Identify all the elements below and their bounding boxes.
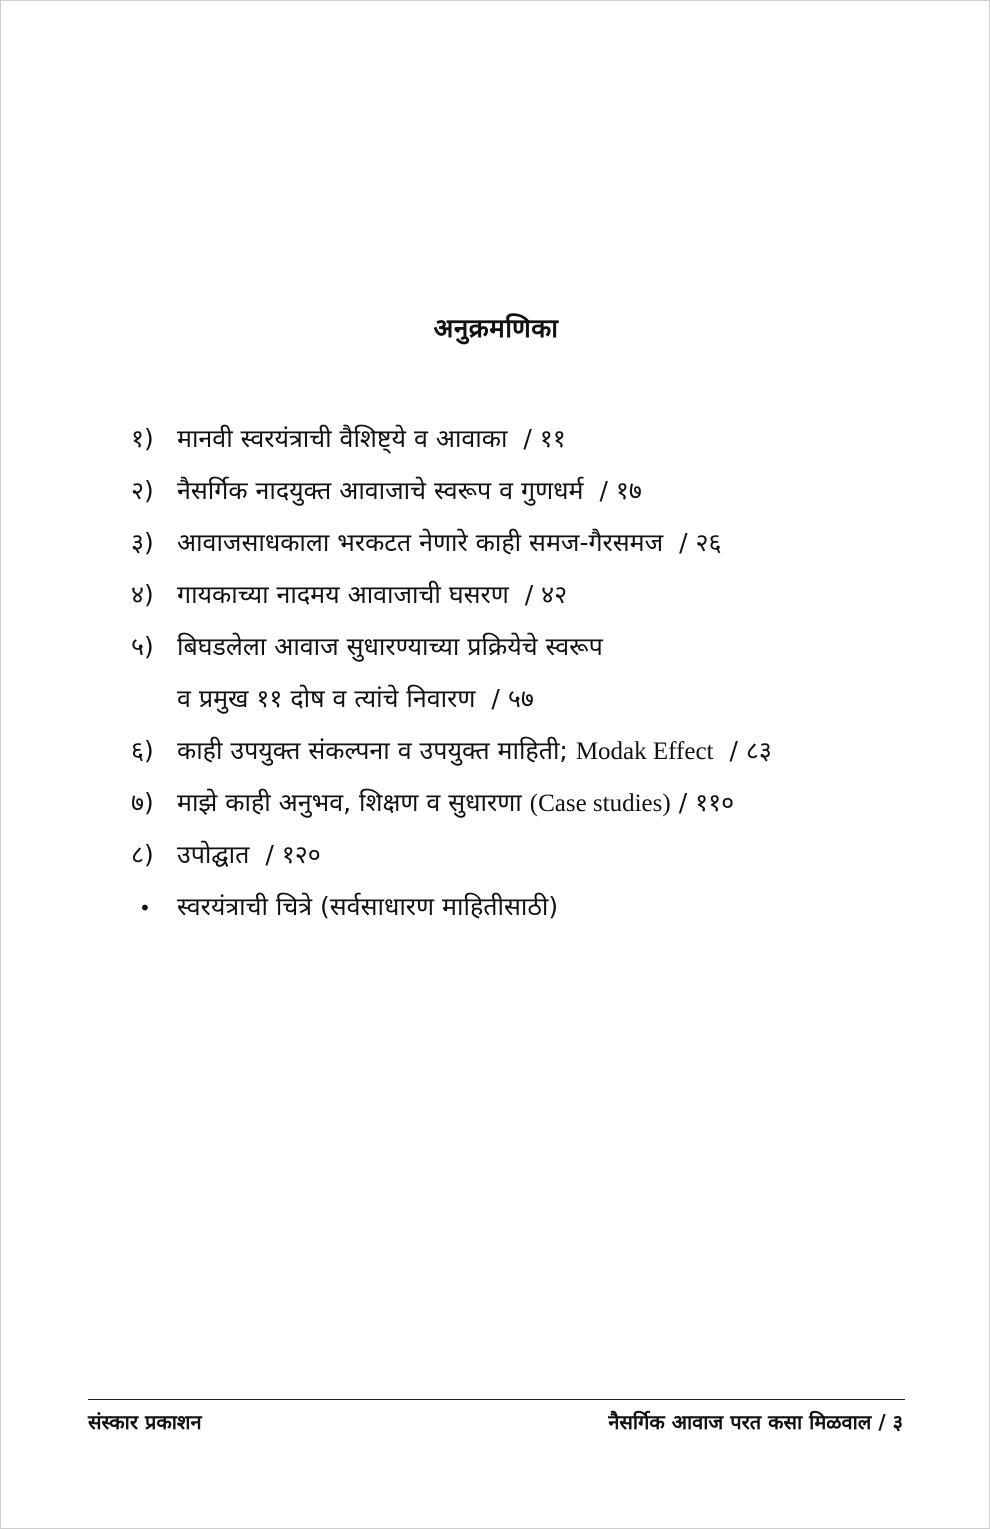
toc-item-number: १) xyxy=(131,424,154,453)
toc-item-page: ११० xyxy=(695,788,735,817)
toc-item-latin-text: (Case studies) xyxy=(529,790,671,817)
toc-item-title: काही उपयुक्त संकल्पना व उपयुक्त माहिती; xyxy=(177,736,568,765)
toc-item-number: ७) xyxy=(131,788,154,817)
toc-item-7: ७) माझे काही अनुभव, शिक्षण व सुधारणा (Case studies) / ११० xyxy=(131,777,911,829)
toc-item-title: बिघडलेला आवाज सुधारण्याच्या प्रक्रियेचे स्वरूप xyxy=(177,632,603,661)
toc-item-title: मानवी स्वरयंत्राची वैशिष्ट्ये व आवाका xyxy=(177,424,508,453)
bullet-icon: • xyxy=(139,896,151,920)
toc-bullet-title: स्वरयंत्राची चित्रे (सर्वसाधारण माहितीसाठी) xyxy=(177,892,559,921)
toc-item-4: ४) गायकाच्या नादमय आवाजाची घसरण / ४२ xyxy=(131,569,911,621)
toc-item-5-continuation: व प्रमुख ११ दोष व त्यांचे निवारण / ५७ xyxy=(177,684,534,713)
toc-item-3: ३) आवाजसाधकाला भरकटत नेणारे काही समज-गैरसमज / २६ xyxy=(131,517,911,569)
page-title: अनुक्रमणिका xyxy=(433,314,559,344)
toc-item-title: गायकाच्या नादमय आवाजाची घसरण xyxy=(177,580,509,609)
toc-item-title: नैसर्गिक नादयुक्त आवाजाचे स्वरूप व गुणधर्म xyxy=(177,476,584,505)
toc-item-page: ८३ xyxy=(745,736,772,765)
toc-item-page: २६ xyxy=(695,528,722,557)
toc-item-title-continued: व प्रमुख ११ दोष व त्यांचे निवारण xyxy=(177,684,476,713)
toc-item-page: ५७ xyxy=(507,684,534,713)
footer-book-title-page: नैसर्गिक आवाज परत कसा मिळवाल / ३ xyxy=(608,1410,903,1434)
toc-item-latin-text: Modak Effect xyxy=(575,738,714,765)
toc-item-number: ५) xyxy=(131,632,154,661)
toc-item-1: १) मानवी स्वरयंत्राची वैशिष्ट्ये व आवाका / ११ xyxy=(131,413,911,465)
table-of-contents xyxy=(131,413,911,933)
toc-item-number: २) xyxy=(131,476,154,505)
toc-item-number: ८) xyxy=(131,840,154,869)
toc-item-page: ११ xyxy=(539,424,566,453)
toc-item-page: १७ xyxy=(615,476,642,505)
toc-item-6: ६) काही उपयुक्त संकल्पना व उपयुक्त माहिती; Modak Effect / ८३ xyxy=(131,725,911,777)
toc-item-number: ३) xyxy=(131,528,154,557)
toc-item-page: १२० xyxy=(281,840,321,869)
toc-item-5 xyxy=(131,621,911,673)
toc-item-number: ६) xyxy=(131,736,154,765)
toc-item-title: आवाजसाधकाला भरकटत नेणारे काही समज-गैरसमज xyxy=(177,528,664,557)
footer-publisher: संस्कार प्रकाशन xyxy=(88,1410,202,1434)
toc-item-title: माझे काही अनुभव, शिक्षण व सुधारणा xyxy=(177,788,522,817)
toc-item-number: ४) xyxy=(131,580,154,609)
toc-bullet-item xyxy=(131,881,911,933)
toc-item-8: ८) उपोद्घात / १२० xyxy=(131,829,911,881)
footer-divider xyxy=(88,1399,905,1400)
toc-item-page: ४२ xyxy=(541,580,568,609)
toc-item-2: २) नैसर्गिक नादयुक्त आवाजाचे स्वरूप व गुणधर्म / १७ xyxy=(131,465,911,517)
toc-item-title: उपोद्घात xyxy=(177,840,250,869)
